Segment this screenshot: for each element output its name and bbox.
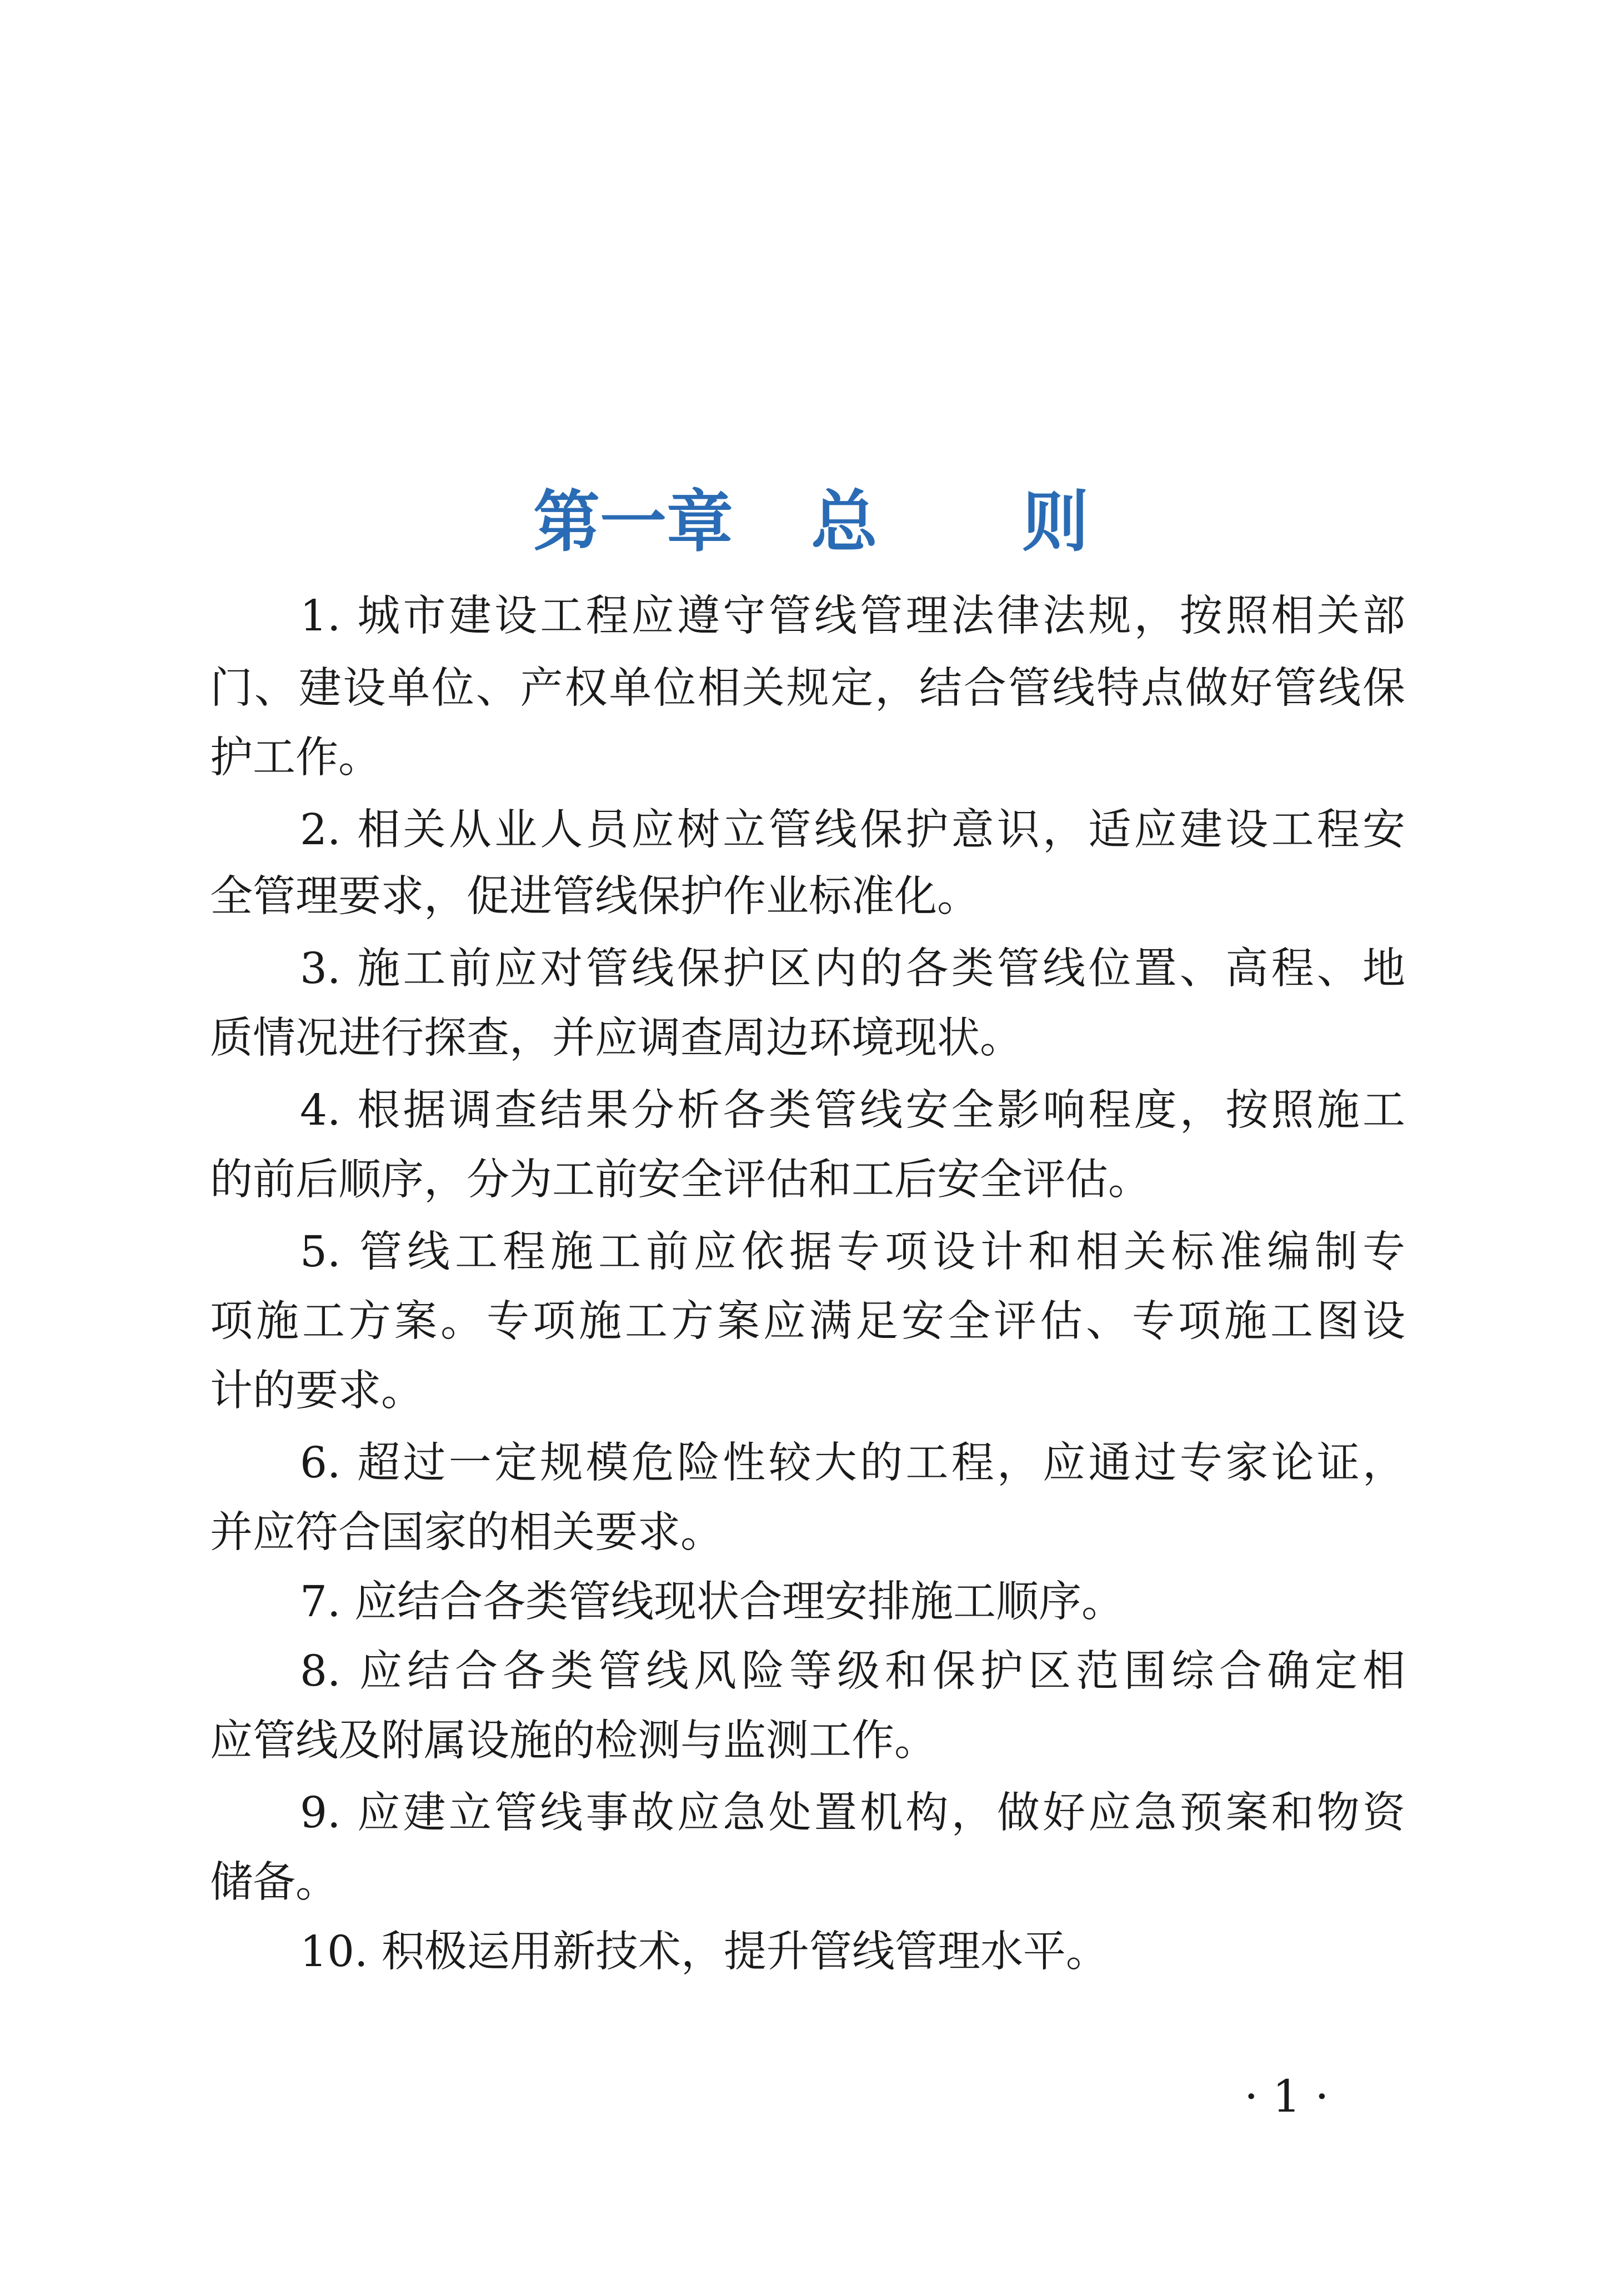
paragraph-line: 3. 施工前应对管线保护区内的各类管线位置、高程、地	[300, 944, 1405, 994]
paragraph-line: 1. 城市建设工程应遵守管线管理法律法规，按照相关部	[300, 591, 1405, 641]
paragraph-line: 应管线及附属设施的检测与监测工作。	[210, 1716, 937, 1766]
paragraph-line: 项施工方案。专项施工方案应满足安全评估、专项施工图设	[210, 1297, 1405, 1346]
paragraph-line: 质情况进行探查，并应调查周边环境现状。	[210, 1014, 1023, 1063]
paragraph-line: 储备。	[210, 1858, 338, 1907]
page-number: · 1 ·	[1244, 2071, 1329, 2122]
paragraph-line: 4. 根据调查结果分析各类管线安全影响程度，按照施工	[300, 1086, 1405, 1135]
chapter-title	[0, 478, 1618, 567]
paragraph-line: 2. 相关从业人员应树立管线保护意识，适应建设工程安	[300, 805, 1405, 855]
chapter-title-word-2: 则	[1022, 483, 1089, 562]
paragraph-line: 10. 积极运用新技术，提升管线管理水平。	[300, 1927, 1109, 1977]
paragraph-line: 门、建设单位、产权单位相关规定，结合管线特点做好管线保	[210, 664, 1405, 713]
paragraph-line: 并应符合国家的相关要求。	[210, 1508, 723, 1557]
paragraph-line: 的前后顺序，分为工前安全评估和工后安全评估。	[210, 1155, 1151, 1205]
chapter-title-word-1: 总	[811, 483, 878, 562]
paragraph-line: 护工作。	[210, 733, 381, 783]
paragraph-line: 全管理要求，促进管线保护作业标准化。	[210, 872, 980, 921]
paragraph-line: 5. 管线工程施工前应依据专项设计和相关标准编制专	[300, 1227, 1405, 1277]
paragraph-line: 计的要求。	[210, 1366, 424, 1416]
paragraph-line: 9. 应建立管线事故应急处置机构，做好应急预案和物资	[300, 1788, 1405, 1838]
paragraph-line: 8. 应结合各类管线风险等级和保护区范围综合确定相	[300, 1647, 1405, 1696]
paragraph-line: 6. 超过一定规模危险性较大的工程，应通过专家论证，	[300, 1438, 1405, 1488]
chapter-title-number: 第一章	[533, 483, 733, 562]
paragraph-line: 7. 应结合各类管线现状合理安排施工顺序。	[300, 1577, 1124, 1627]
